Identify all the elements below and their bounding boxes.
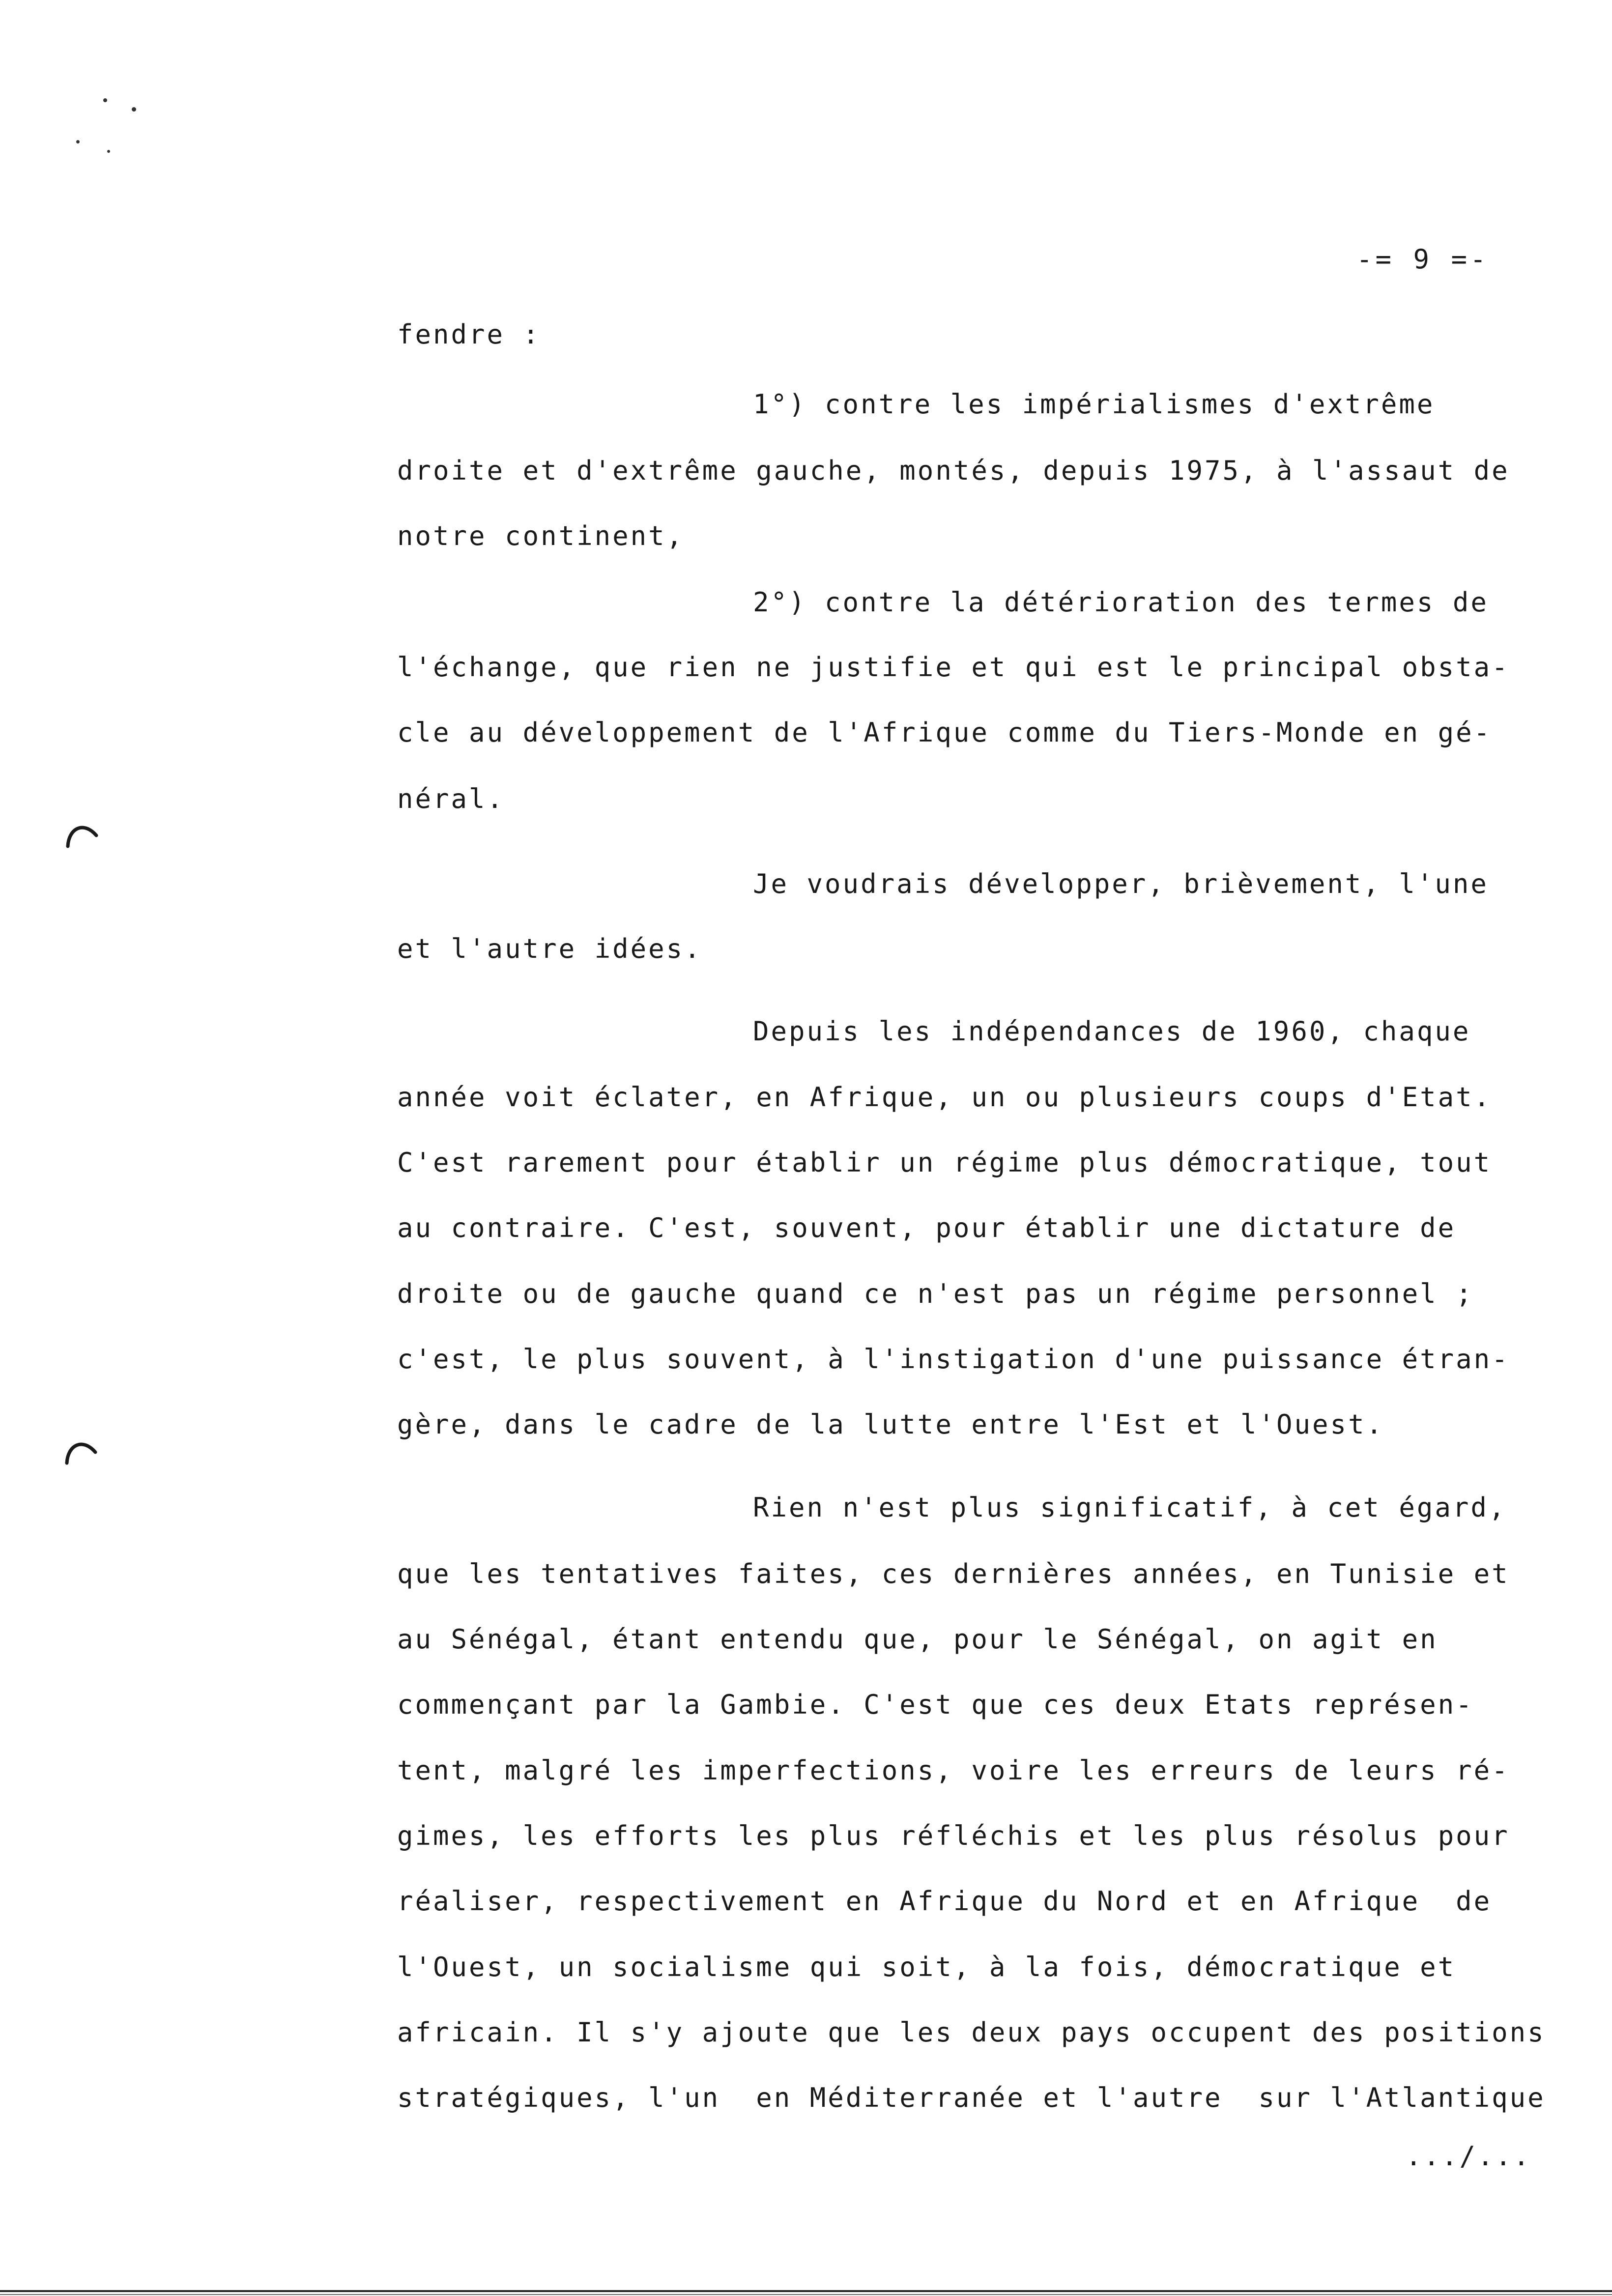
text-line: Rien n'est plus significatif, à cet égard,	[753, 1492, 1507, 1523]
text-line: africain. Il s'y ajoute que les deux pays occupent des positions	[397, 2017, 1546, 2048]
scan-speck	[132, 107, 136, 112]
text-line: 2°) contre la détérioration des termes de	[753, 587, 1489, 618]
text-line: notre continent,	[397, 520, 685, 551]
text-line: néral.	[397, 783, 505, 814]
text-line: l'échange, que rien ne justifie et qui est le principal obsta-	[397, 652, 1510, 683]
text-line: fendre :	[397, 319, 541, 350]
text-line: année voit éclater, en Afrique, un ou plusieurs coups d'Etat.	[397, 1082, 1492, 1113]
text-line: tent, malgré les imperfections, voire les erreurs de leurs ré-	[397, 1755, 1510, 1786]
continuation-marker: .../...	[1406, 2141, 1531, 2172]
text-line: gère, dans le cadre de la lutte entre l'Est et l'Ouest.	[397, 1409, 1384, 1440]
text-line: 1°) contre les impérialismes d'extrême	[753, 389, 1435, 420]
punch-hole-mark-icon	[63, 1433, 97, 1467]
text-line: Depuis les indépendances de 1960, chaque	[753, 1016, 1471, 1047]
page-number: -= 9 =-	[1356, 244, 1489, 275]
text-line: cle au développement de l'Afrique comme du Tiers-Monde en gé-	[397, 717, 1492, 748]
text-line: stratégiques, l'un en Méditerranée et l'autre sur l'Atlantique	[397, 2082, 1546, 2113]
text-line: c'est, le plus souvent, à l'instigation d'une puissance étran-	[397, 1344, 1510, 1375]
text-line: droite et d'extrême gauche, montés, depuis 1975, à l'assaut de	[397, 455, 1510, 486]
text-line: réaliser, respectivement en Afrique du Nord et en Afrique de	[397, 1886, 1492, 1917]
text-line: au contraire. C'est, souvent, pour établir une dictature de	[397, 1212, 1456, 1243]
text-line: gimes, les efforts les plus réfléchis et les plus résolus pour	[397, 1820, 1510, 1851]
scan-edge-line	[0, 2290, 1612, 2292]
text-line: que les tentatives faites, ces dernières années, en Tunisie et	[397, 1558, 1510, 1589]
text-line: droite ou de gauche quand ce n'est pas un régime personnel ;	[397, 1278, 1474, 1309]
punch-hole-mark-icon	[64, 816, 98, 850]
scan-speck	[107, 150, 110, 153]
text-line: au Sénégal, étant entendu que, pour le Sénégal, on agit en	[397, 1624, 1438, 1655]
text-line: Je voudrais développer, brièvement, l'une	[753, 868, 1489, 899]
scan-speck	[76, 140, 80, 144]
text-line: commençant par la Gambie. C'est que ces deux Etats représen-	[397, 1689, 1474, 1720]
text-line: C'est rarement pour établir un régime plus démocratique, tout	[397, 1147, 1492, 1178]
scan-edge-line	[0, 2294, 1612, 2295]
text-line: et l'autre idées.	[397, 933, 702, 964]
text-line: l'Ouest, un socialisme qui soit, à la fois, démocratique et	[397, 1952, 1456, 1982]
scan-speck	[103, 98, 107, 102]
